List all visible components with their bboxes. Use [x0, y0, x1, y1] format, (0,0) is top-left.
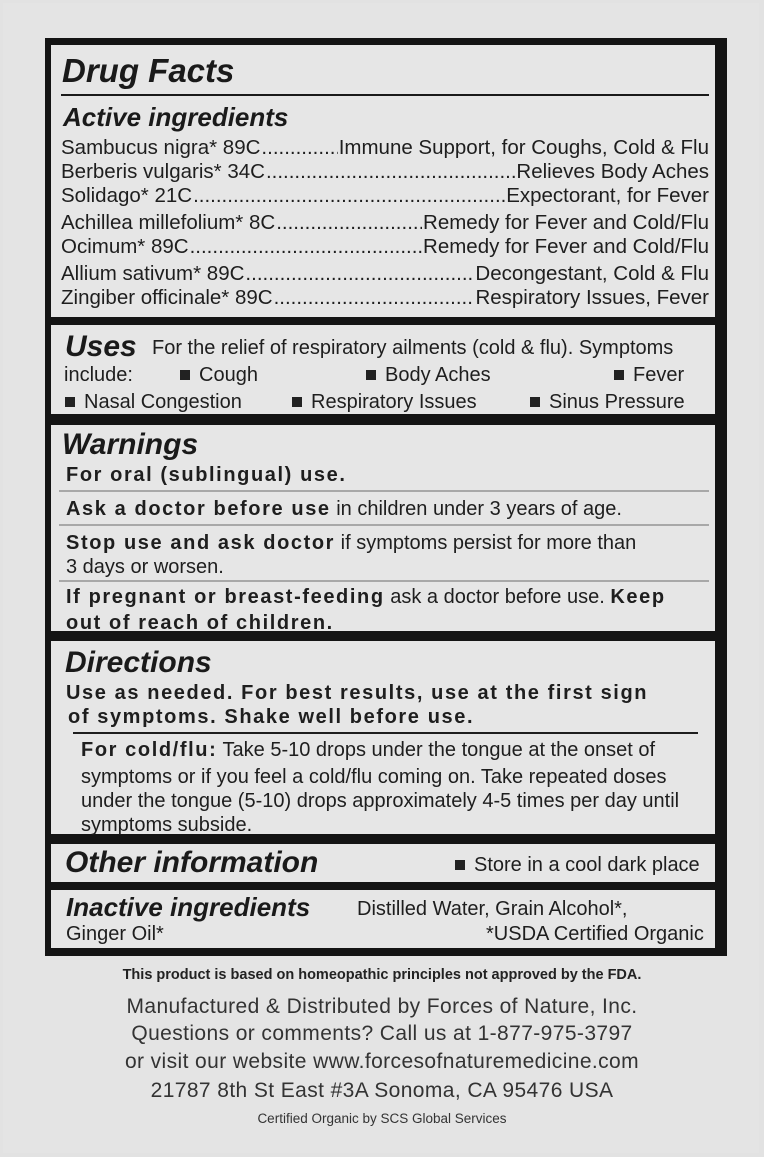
ingredient-name: Berberis vulgaris* 34C: [61, 160, 265, 183]
bullet-icon: [455, 860, 465, 870]
uses-include: include:: [64, 364, 133, 386]
bullet-icon: [292, 397, 302, 407]
directions-line: of symptoms. Shake well before use.: [68, 706, 475, 728]
active-ingredients-heading: Active ingredients: [63, 102, 289, 132]
ingredient-row: [61, 286, 709, 310]
uses-heading: Uses: [65, 330, 137, 363]
title-rule: [61, 94, 709, 96]
store-item: Store in a cool dark place: [455, 853, 700, 877]
other-info-heading: Other information: [65, 846, 319, 879]
inactive-list-cont: Ginger Oil*: [66, 923, 164, 945]
symptom-item: Nasal Congestion: [65, 390, 242, 414]
ingredient-row: [61, 184, 709, 208]
active-ingredients-panel: [51, 45, 715, 317]
ingredient-name: Allium sativum* 89C: [61, 262, 245, 285]
ingredient-row: [61, 211, 709, 235]
warning-divider: [59, 524, 709, 526]
directions-line: Use as needed. For best results, use at the first sign: [66, 682, 649, 704]
warning-ask: Ask a doctor before use in children under 3 years of age.: [66, 498, 622, 520]
ingredient-name: Sambucus nigra* 89C: [61, 136, 261, 159]
directions-heading: Directions: [65, 646, 212, 679]
warnings-panel: [51, 425, 715, 634]
inactive-heading: Inactive ingredients: [66, 892, 311, 922]
ingredient-purpose: Decongestant, Cold & Flu: [475, 262, 709, 285]
ingredient-name: Solidago* 21C: [61, 184, 193, 207]
inactive-list: Distilled Water, Grain Alcohol*,: [357, 898, 628, 920]
drug-facts-box: [45, 38, 727, 956]
contact-line: Questions or comments? Call us at 1-877-975-3797: [131, 1022, 633, 1045]
ingredient-purpose: Relieves Body Aches: [516, 160, 709, 183]
manufacturer-line: Manufactured & Distributed by Forces of Nature, Inc.: [126, 995, 638, 1018]
warning-divider: [59, 490, 709, 492]
bullet-icon: [180, 370, 190, 380]
symptom-item: Respiratory Issues: [292, 390, 477, 414]
cold-flu-line: symptoms subside.: [81, 814, 253, 836]
ingredient-purpose: Expectorant, for Fever: [506, 184, 709, 207]
warnings-heading: Warnings: [62, 428, 199, 461]
organic-note: *USDA Certified Organic: [486, 923, 704, 945]
bullet-icon: [65, 397, 75, 407]
ingredient-row: [61, 235, 709, 259]
ingredient-purpose: Remedy for Fever and Cold/Flu: [423, 235, 709, 258]
warning-stop: Stop use and ask doctor if symptoms persist for more than: [66, 532, 637, 554]
bullet-icon: [530, 397, 540, 407]
bullet-icon: [366, 370, 376, 380]
directions-rule: [73, 732, 698, 734]
uses-intro: For the relief of respiratory ailments (cold & flu). Symptoms: [152, 337, 674, 359]
warning-stop-cont: 3 days or worsen.: [66, 556, 224, 578]
warning-divider: [59, 580, 709, 582]
ingredient-name: Achillea millefolium* 8C: [61, 211, 276, 234]
certification-line: Certified Organic by SCS Global Services: [257, 1111, 507, 1126]
cold-flu-line: symptoms or if you feel a cold/flu coming on. Take repeated doses: [81, 766, 667, 788]
directions-panel: [51, 641, 715, 834]
inactive-panel: [51, 890, 715, 948]
symptom-item: Sinus Pressure: [530, 390, 685, 414]
uses-panel: [51, 325, 715, 414]
cold-flu-line: For cold/flu: Take 5-10 drops under the tongue at the onset of: [81, 739, 656, 761]
address-line: 21787 8th St East #3A Sonoma, CA 95476 USA: [150, 1079, 614, 1102]
ingredient-row: [61, 136, 709, 160]
warning-oral: For oral (sublingual) use.: [66, 464, 347, 486]
ingredient-name: Ocimum* 89C: [61, 235, 189, 258]
symptom-item: Fever: [614, 363, 684, 387]
other-info-panel: [51, 844, 715, 882]
warning-pregnant: If pregnant or breast-feeding ask a doctor before use. Keep: [66, 586, 666, 608]
ingredient-row: [61, 160, 709, 184]
ingredient-purpose: Respiratory Issues, Fever: [475, 286, 709, 309]
symptom-item: Cough: [180, 363, 258, 387]
bullet-icon: [614, 370, 624, 380]
ingredient-purpose: Immune Support, for Coughs, Cold & Flu: [338, 136, 709, 159]
ingredient-row: [61, 262, 709, 286]
website-line: or visit our website www.forcesofnaturemedicine.com: [124, 1050, 640, 1073]
ingredient-purpose: Remedy for Fever and Cold/Flu: [423, 211, 709, 234]
symptom-item: Body Aches: [366, 363, 491, 387]
cold-flu-line: under the tongue (5-10) drops approximately 4-5 times per day until: [81, 790, 680, 812]
drug-facts-title: Drug Facts: [62, 52, 235, 89]
warning-keep: out of reach of children.: [66, 612, 334, 634]
fda-disclaimer: This product is based on homeopathic principles not approved by the FDA.: [122, 967, 642, 983]
ingredient-name: Zingiber officinale* 89C: [61, 286, 273, 309]
